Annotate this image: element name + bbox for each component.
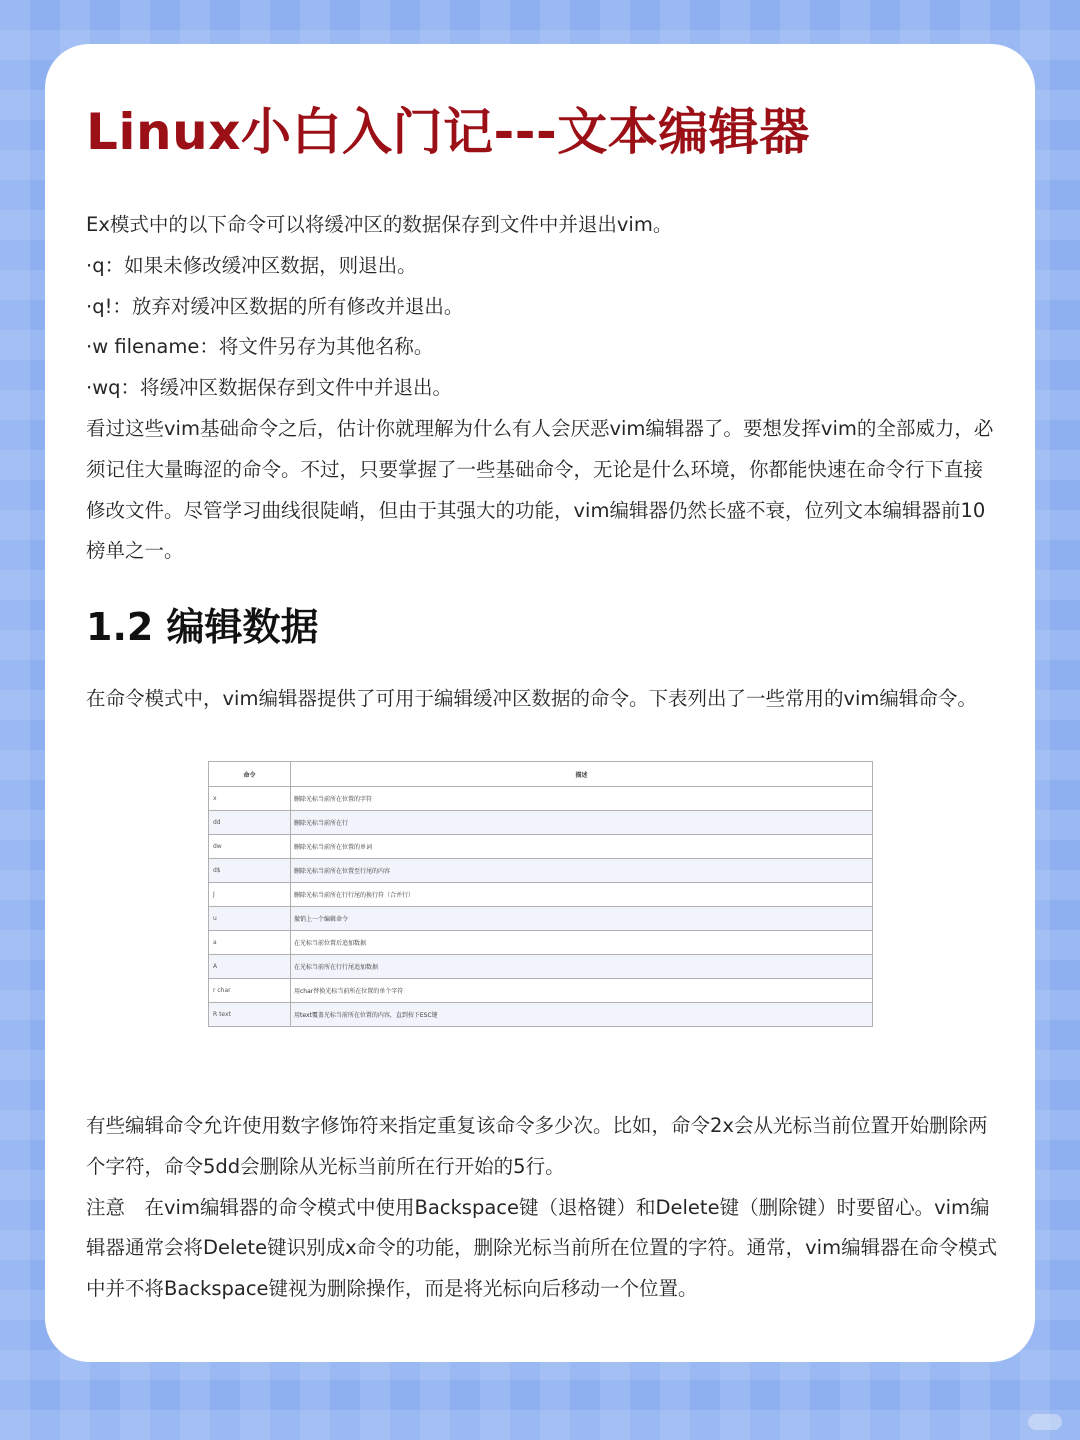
cell-description: 删除光标当前所在行 [291,811,873,835]
intro-text-block [86,205,998,572]
table-row [209,907,873,931]
watermark-badge [1028,1414,1062,1430]
table-row [209,1003,873,1027]
cell-description: 删除光标当前所在行行尾的换行符（合并行） [291,883,873,907]
cell-command: a [209,931,291,955]
cell-command: dw [209,835,291,859]
vim-summary-paragraph: 看过这些vim基础命令之后，估计你就理解为什么有人会厌恶vim编辑器了。要想发挥vim的全部威力，必须记住大量晦涩的命令。不过，只要掌握了一些基础命令，无论是什么环境，你都能快速在命令行下直接修改文件。尽管学习曲线很陡峭，但由于其强大的功能，vim编辑器仍然长盛不衰，位列文本编辑器前10榜单之一。 [86,416,994,563]
cell-description: 删除光标当前所在位置至行尾的内容 [291,859,873,883]
table-row [209,955,873,979]
page-title: Linux小白入门记---文本编辑器 [86,103,810,161]
cell-command: R text [209,1003,291,1027]
command-w-item: ·w filename：将文件另存为其他名称。 [86,335,434,359]
command-wq-item: ·wq：将缓冲区数据保存到文件中并退出。 [86,376,453,400]
cell-command: r char [209,979,291,1003]
cell-description: 删除光标当前所在位置的单词 [291,835,873,859]
cell-command: u [209,907,291,931]
table-intro-block [86,679,998,720]
table-intro-paragraph: 在命令模式中，vim编辑器提供了可用于编辑缓冲区数据的命令。下表列出了一些常用的vim编辑命令。 [86,687,977,710]
cell-description: 删除光标当前所在位置的字符 [291,787,873,811]
command-q-force-item: ·q!：放弃对缓冲区数据的所有修改并退出。 [86,294,464,318]
cell-command: A [209,955,291,979]
table-row [209,811,873,835]
cell-command: J [209,883,291,907]
table-row [209,979,873,1003]
notes-text-block [86,1106,998,1310]
cell-description: 用char替换光标当前所在位置的单个字符 [291,979,873,1003]
table-row [209,931,873,955]
cell-description: 在光标当前位置后追加数据 [291,931,873,955]
header-description: 描述 [291,762,873,787]
vim-commands-table [208,761,873,1027]
repeat-modifier-paragraph: 有些编辑命令允许使用数字修饰符来指定重复该命令多少次。比如，命令2x会从光标当前位置开始删除两个字符，命令5dd会删除从光标当前所在行开始的5行。 [86,1114,988,1178]
cell-description: 撤销上一个编辑命令 [291,907,873,931]
table-row [209,787,873,811]
table-row [209,859,873,883]
backspace-note-paragraph: 注意 在vim编辑器的命令模式中使用Backspace键（退格键）和Delete键（删除键）时要留心。vim编辑器通常会将Delete键识别成x命令的功能，删除光标当前所在位置的字符。通常，vim编辑器在命令模式中并不将Backspace键视为删除操作，而是将光标向后移动一个位置。 [86,1195,998,1301]
table-row [209,835,873,859]
cell-description: 在光标当前所在行行尾追加数据 [291,955,873,979]
section-heading: 1.2 编辑数据 [86,605,319,649]
table-row [209,883,873,907]
header-command: 命令 [209,762,291,787]
cell-command: dd [209,811,291,835]
cell-command: x [209,787,291,811]
table-header-row [209,762,873,787]
command-q-item: ·q：如果未修改缓冲区数据，则退出。 [86,253,417,277]
ex-mode-intro: Ex模式中的以下命令可以将缓冲区的数据保存到文件中并退出vim。 [86,213,673,236]
cell-description: 用text覆盖光标当前所在位置的内容，直到按下ESC键 [291,1003,873,1027]
cell-command: d$ [209,859,291,883]
